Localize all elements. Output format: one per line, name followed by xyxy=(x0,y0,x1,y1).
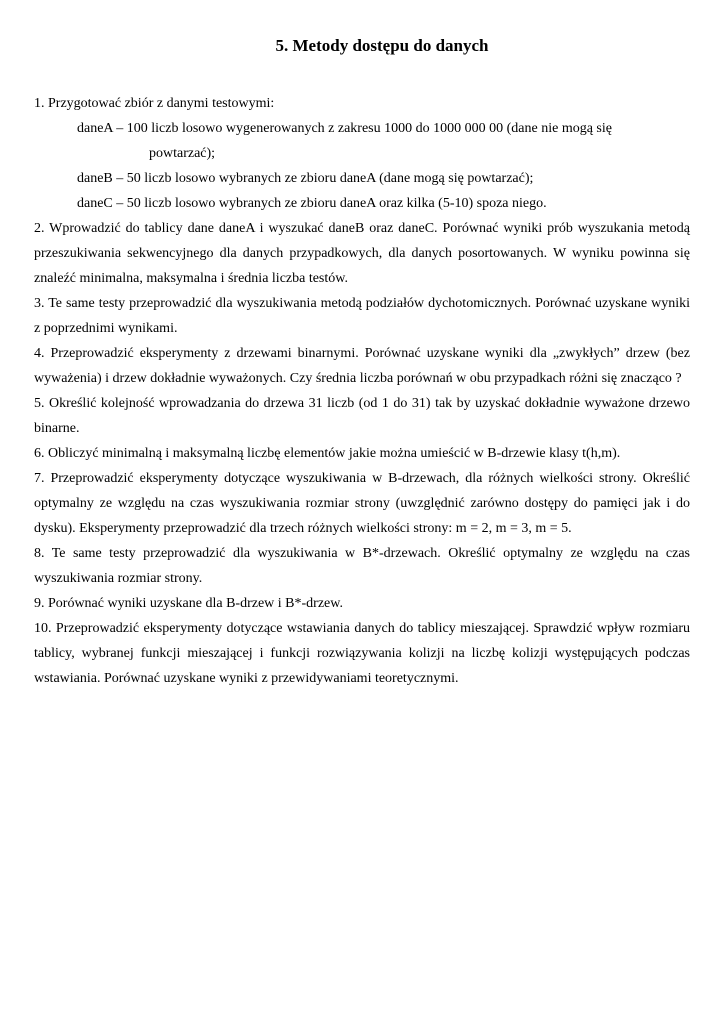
task-1-daneC: daneC – 50 liczb losowo wybranych ze zbioru daneA oraz kilka (5-10) spoza niego. xyxy=(77,196,547,211)
task-1: 1. Przygotować zbiór z danymi testowymi: xyxy=(34,96,275,111)
task-6: 6. Obliczyć minimalną i maksymalną liczbę elementów jakie można umieścić w B-drzewie klasy t(h,m). xyxy=(34,446,621,461)
task-1-daneA-line1: daneA – 100 liczb losowo wygenerowanych z zakresu 1000 do 1000 000 00 (dane nie mogą się xyxy=(77,121,612,136)
task-4: 4. Przeprowadzić eksperymenty z drzewami binarnymi. Porównać uzyskane wyniki dla „zwykłych” drzew (bez wyważenia) i drzew dokładnie wyważonych. Czy średnia liczba porównań w obu przypadkach różni się znacząco ? xyxy=(34,346,690,386)
page-title: 5. Metody dostępu do danych xyxy=(275,36,489,55)
task-2: 2. Wprowadzić do tablicy dane daneA i wyszukać daneB oraz daneC. Porównać wyniki prób wyszukania metodą przeszukiwania sekwencyjnego dla danych przypadkowych, dla danych posortowanych. W wyniku powinna się znaleźć minimalna, maksymalna i średnia liczba testów. xyxy=(34,221,690,286)
task-1-daneA xyxy=(34,116,690,166)
task-9: 9. Porównać wyniki uzyskane dla B-drzew i B*-drzew. xyxy=(34,596,343,611)
task-1-daneA-line2: powtarzać); xyxy=(149,146,216,161)
task-7: 7. Przeprowadzić eksperymenty dotyczące wyszukiwania w B-drzewach, dla różnych wielkości strony. Określić optymalny ze względu na czas wyszukiwania rozmiar strony (uwzględnić zarówno dostępy do pamięci jak i do dysku). Eksperymenty przeprowadzić dla trzech różnych wielkości strony: m = 2, m = 3, m = 5. xyxy=(34,471,690,536)
task-3: 3. Te same testy przeprowadzić dla wyszukiwania metodą podziałów dychotomicznych. Porównać uzyskane wyniki z poprzednimi wynikami. xyxy=(34,296,690,336)
document-page xyxy=(34,36,690,691)
task-5: 5. Określić kolejność wprowadzania do drzewa 31 liczb (od 1 do 31) tak by uzyskać dokładnie wyważone drzewo binarne. xyxy=(34,396,690,436)
task-1-daneB: daneB – 50 liczb losowo wybranych ze zbioru daneA (dane mogą się powtarzać); xyxy=(77,171,534,186)
task-10: 10. Przeprowadzić eksperymenty dotyczące wstawiania danych do tablicy mieszającej. Sprawdzić wpływ rozmiaru tablicy, wybranej funkcji mieszającej i funkcji rozwiązywania kolizji na liczbę kolizji występujących podczas wstawiania. Porównać uzyskane wyniki z przewidywaniami teoretycznymi. xyxy=(34,621,690,686)
task-8: 8. Te same testy przeprowadzić dla wyszukiwania w B*-drzewach. Określić optymalny ze względu na czas wyszukiwania rozmiar strony. xyxy=(34,546,690,586)
